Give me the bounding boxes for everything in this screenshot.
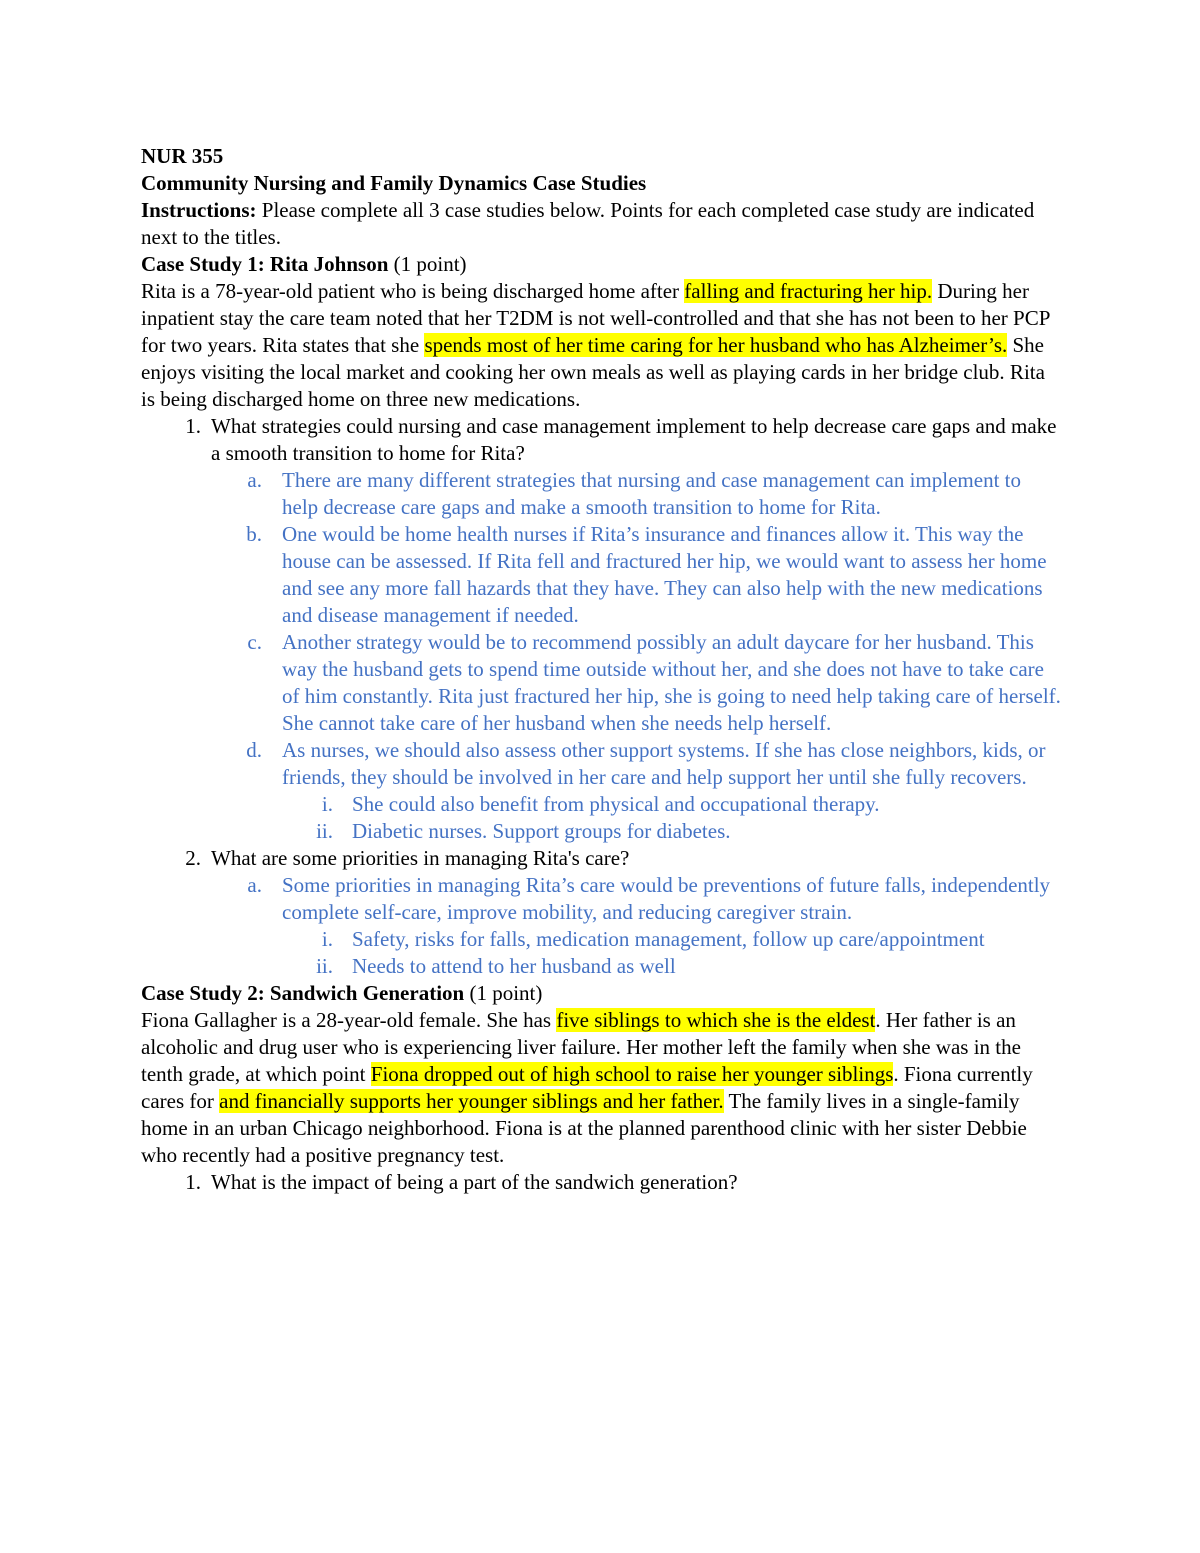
answer-item: c. Another strategy would be to recommend possibly an adult daycare for her husband. This way the husband gets to spend time outside without her, and she does not have to take care of him constantly. Rita just fractured her hip, she is going to need help taking care of herself. She cannot take care of her husband when she needs help herself.	[247, 630, 1061, 735]
highlight: five siblings to which she is the eldest	[556, 1008, 876, 1032]
highlight: and financially supports her younger siblings and her father.	[219, 1089, 724, 1113]
sub-answer-item: i. She could also benefit from physical and occupational therapy.	[321, 792, 880, 816]
case-study-2-scenario: Fiona Gallagher is a 28-year-old female. She has five siblings to which she is the eldest. Her father is an alcoholic and drug user who is experiencing liver failure. Her mother left the family when she was in the tenth grade, at which point Fiona dropped out of high school to raise her younger siblings. Fiona currently cares for and financially supports her younger siblings and her father. The family lives in a single-family home in an urban Chicago neighborhood. Fiona is at the planned parenthood clinic with her sister Debbie who recently had a positive pregnancy test.	[141, 1008, 1033, 1167]
sub-answer-item: i. Safety, risks for falls, medication management, follow up care/appointment	[321, 927, 985, 951]
question-item: 2. What are some priorities in managing Rita's care?	[185, 846, 630, 870]
question-item: 1. What is the impact of being a part of the sandwich generation?	[185, 1170, 738, 1194]
case-study-2-heading: Case Study 2: Sandwich Generation (1 point)	[141, 981, 543, 1005]
answer-item: a. There are many different strategies that nursing and case management can implement to help decrease care gaps and make a smooth transition to home for Rita.	[247, 468, 1021, 519]
case-study-1-heading: Case Study 1: Rita Johnson (1 point)	[141, 252, 467, 276]
instructions	[141, 197, 1061, 251]
sub-answer-item: ii. Needs to attend to her husband as well	[316, 954, 676, 978]
question-item: 1. What strategies could nursing and case management implement to help decrease care gaps and make a smooth transition to home for Rita?	[185, 414, 1057, 465]
document-page	[141, 143, 1061, 1196]
instructions-label: Instructions:	[141, 198, 257, 222]
answer-item: b. One would be home health nurses if Rita’s insurance and finances allow it. This way the house can be assessed. If Rita fell and fractured her hip, we would want to assess her home and see any more fall hazards that they have. They can also help with the new medications and disease management if needed.	[246, 522, 1047, 627]
answer-item: a. Some priorities in managing Rita’s care would be preventions of future falls, independently complete self-care, improve mobility, and reducing caregiver strain.	[247, 873, 1051, 924]
highlight: spends most of her time caring for her husband who has Alzheimer’s.	[424, 333, 1008, 357]
instructions-text: Please complete all 3 case studies below. Points for each completed case study are indicated next to the titles.	[141, 198, 1035, 249]
document-title: Community Nursing and Family Dynamics Case Studies	[141, 171, 647, 195]
sub-answer-item: ii. Diabetic nurses. Support groups for diabetes.	[316, 819, 731, 843]
case-study-1-scenario: Rita is a 78-year-old patient who is being discharged home after falling and fracturing her hip. During her inpatient stay the care team noted that her T2DM is not well-controlled and that she has not been to her PCP for two years. Rita states that she spends most of her time caring for her husband who has Alzheimer’s. She enjoys visiting the local market and cooking her own meals as well as playing cards in her bridge club. Rita is being discharged home on three new medications.	[141, 279, 1050, 411]
highlight: Fiona dropped out of high school to raise her younger siblings	[370, 1062, 894, 1086]
course-code: NUR 355	[141, 144, 224, 168]
answer-item: d. As nurses, we should also assess other support systems. If she has close neighbors, kids, or friends, they should be involved in her care and help support her until she fully recovers.	[246, 738, 1046, 789]
highlight: falling and fracturing her hip.	[684, 279, 933, 303]
